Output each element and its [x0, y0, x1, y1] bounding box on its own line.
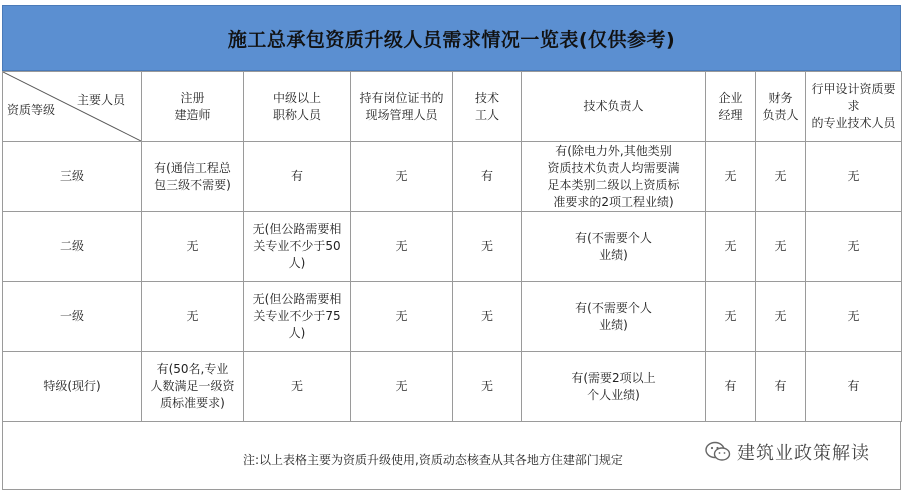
table-cell: 有 [806, 352, 902, 422]
column-header: 行甲设计资质要求 的专业技术人员 [806, 72, 902, 142]
table-cell: 有(通信工程总 包三级不需要) [142, 142, 244, 212]
table-cell: 有 [756, 352, 806, 422]
table-cell: 无 [351, 142, 453, 212]
table-cell: 无 [806, 282, 902, 352]
table-cell: 无 [453, 282, 522, 352]
table-cell: 无 [756, 212, 806, 282]
corner-header-cell [3, 72, 142, 142]
table-cell: 无 [453, 352, 522, 422]
column-header: 技术负责人 [522, 72, 706, 142]
table-cell: 有(需要2项以上 个人业绩) [522, 352, 706, 422]
table-row [3, 352, 902, 422]
table-cell: 无 [706, 142, 756, 212]
grade-cell: 特级(现行) [3, 352, 142, 422]
table-row [3, 142, 902, 212]
column-header: 企业 经理 [706, 72, 756, 142]
table-cell: 无 [806, 212, 902, 282]
grade-cell: 二级 [3, 212, 142, 282]
table-cell: 无(但公路需要相 关专业不少于75 人) [244, 282, 351, 352]
table-cell: 无 [142, 282, 244, 352]
column-header: 中级以上 职称人员 [244, 72, 351, 142]
table-row [3, 212, 902, 282]
table-cell: 无(但公路需要相 关专业不少于50 人) [244, 212, 351, 282]
table-cell: 有 [453, 142, 522, 212]
table-cell: 无 [351, 352, 453, 422]
table-cell: 有(不需要个人 业绩) [522, 212, 706, 282]
column-header: 注册 建造师 [142, 72, 244, 142]
footer-note: 注:以上表格主要为资质升级使用,资质动态核查从其各地方住建部门规定 [243, 453, 623, 467]
table-cell: 无 [756, 142, 806, 212]
column-header: 技术 工人 [453, 72, 522, 142]
table-cell: 无 [351, 282, 453, 352]
header-row [3, 72, 902, 142]
grade-cell: 一级 [3, 282, 142, 352]
table-row [3, 282, 902, 352]
table-cell: 无 [453, 212, 522, 282]
table-cell: 有 [706, 352, 756, 422]
table-cell: 无 [806, 142, 902, 212]
grade-cell: 三级 [3, 142, 142, 212]
table-cell: 有 [244, 142, 351, 212]
table-cell: 有(除电力外,其他类别 资质技术负责人均需要满 足本类别二级以上资质标 准要求的2项工程业绩) [522, 142, 706, 212]
table-cell: 无 [351, 212, 453, 282]
table-cell: 无 [706, 282, 756, 352]
table-cell: 无 [244, 352, 351, 422]
corner-top-label: 主要人员 [76, 93, 125, 107]
table-cell: 有(50名,专业 人数满足一级资 质标准要求) [142, 352, 244, 422]
table-cell: 无 [706, 212, 756, 282]
title-bar [2, 5, 901, 71]
requirements-table [2, 71, 902, 422]
column-header: 持有岗位证书的 现场管理人员 [351, 72, 453, 142]
wechat-icon [705, 441, 731, 463]
table-cell: 无 [756, 282, 806, 352]
table-cell: 无 [142, 212, 244, 282]
watermark-text: 建筑业政策解读 [737, 443, 870, 464]
column-header: 财务 负责人 [756, 72, 806, 142]
table-cell: 有(不需要个人 业绩) [522, 282, 706, 352]
watermark [705, 439, 870, 465]
footer-box [2, 421, 901, 490]
corner-bottom-label: 资质等级 [7, 103, 56, 117]
page-title: 施工总承包资质升级人员需求情况一览表(仅供参考) [227, 28, 676, 51]
